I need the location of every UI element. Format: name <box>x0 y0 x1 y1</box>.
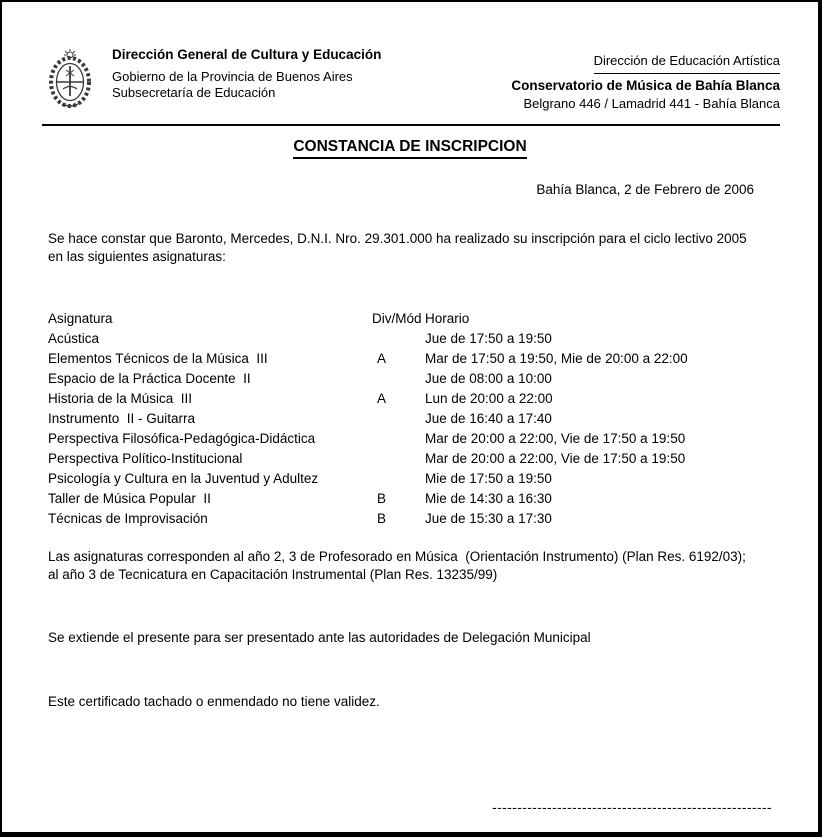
subject-schedule: Mar de 20:00 a 22:00, Vie de 17:50 a 19:50 <box>425 431 686 446</box>
subject-division: A <box>377 391 387 406</box>
subject-name: Elementos Técnicos de la Música III <box>48 351 268 366</box>
column-header-subject: Asignatura <box>48 311 113 326</box>
table-row <box>48 330 778 350</box>
table-header-row <box>48 310 778 330</box>
table-row <box>48 390 778 410</box>
org-title: Dirección General de Cultura y Educación <box>112 47 382 62</box>
plans-paragraph: Las asignaturas corresponden al año 2, 3 de Profesorado en Música (Orientación Instrumento) (Plan Res. 6192/03); al año 3 de Tecnicatura en Capacitación Instrumental (Plan Res. 13235/99) <box>48 549 750 582</box>
subject-name: Técnicas de Improvisación <box>48 511 208 526</box>
table-row <box>48 350 778 370</box>
subjects-table <box>48 310 778 530</box>
table-row <box>48 430 778 450</box>
org-subsecretariat: Subsecretaría de Educación <box>112 85 276 100</box>
org-government: Gobierno de la Provincia de Buenos Aires <box>112 69 353 84</box>
subject-schedule: Mie de 14:30 a 16:30 <box>425 491 552 506</box>
conservatory-name: Conservatorio de Música de Bahía Blanca <box>511 78 780 93</box>
table-row <box>48 370 778 390</box>
subject-schedule: Mar de 20:00 a 22:00, Vie de 17:50 a 19:50 <box>425 451 686 466</box>
subject-division: A <box>377 351 387 366</box>
intro-paragraph: Se hace constar que Baronto, Mercedes, D.N.I. Nro. 29.301.000 ha realizado su inscripción para el ciclo lectivo 2005 en las siguientes asignaturas: <box>48 231 751 264</box>
table-row <box>48 490 778 510</box>
subject-schedule: Jue de 16:40 a 17:40 <box>425 411 552 426</box>
document-header <box>46 44 780 115</box>
header-left-block <box>46 44 381 115</box>
header-divider <box>42 124 780 126</box>
validity-paragraph: Este certificado tachado o enmendado no tiene validez. <box>48 694 380 709</box>
subject-schedule: Jue de 15:30 a 17:30 <box>425 511 552 526</box>
date-line: Bahía Blanca, 2 de Febrero de 2006 <box>536 182 754 197</box>
conservatory-address: Belgrano 446 / Lamadrid 441 - Bahía Blanca <box>523 96 780 111</box>
document-title: CONSTANCIA DE INSCRIPCION <box>293 138 526 159</box>
header-right-block <box>511 44 780 112</box>
subject-name: Instrumento II - Guitarra <box>48 411 196 426</box>
signature-line: -------------------------------------------------------- <box>492 800 772 815</box>
subject-name: Historia de la Música III <box>48 391 193 406</box>
subject-name: Perspectiva Político-Institucional <box>48 451 243 466</box>
signature-area <box>2 799 772 817</box>
subject-name: Perspectiva Filosófica-Pedagógica-Didáctica <box>48 431 316 446</box>
column-header-schedule: Horario <box>425 311 470 326</box>
subject-name: Espacio de la Práctica Docente II <box>48 371 251 386</box>
subject-name: Psicología y Cultura en la Juventud y Adultez <box>48 471 319 486</box>
column-header-division: Div/Mód <box>372 311 422 326</box>
subject-schedule: Jue de 08:00 a 10:00 <box>425 371 552 386</box>
subject-name: Acústica <box>48 331 100 346</box>
issuing-authority-block <box>112 44 381 101</box>
subject-division: B <box>377 491 387 506</box>
subject-division: B <box>377 511 387 526</box>
subject-name: Taller de Música Popular II <box>48 491 211 506</box>
table-row <box>48 510 778 530</box>
table-row <box>48 410 778 430</box>
subject-schedule: Mie de 17:50 a 19:50 <box>425 471 552 486</box>
table-row <box>48 470 778 490</box>
purpose-paragraph: Se extiende el presente para ser presentado ante las autoridades de Delegación Municipal <box>48 630 591 645</box>
direction-artistic-education: Dirección de Educación Artística <box>594 52 780 74</box>
subject-schedule: Lun de 20:00 a 22:00 <box>425 391 553 406</box>
subject-schedule: Jue de 17:50 a 19:50 <box>425 331 552 346</box>
subject-schedule: Mar de 17:50 a 19:50, Mie de 20:00 a 22:00 <box>425 351 688 366</box>
coat-of-arms-icon <box>46 46 98 115</box>
table-row <box>48 450 778 470</box>
